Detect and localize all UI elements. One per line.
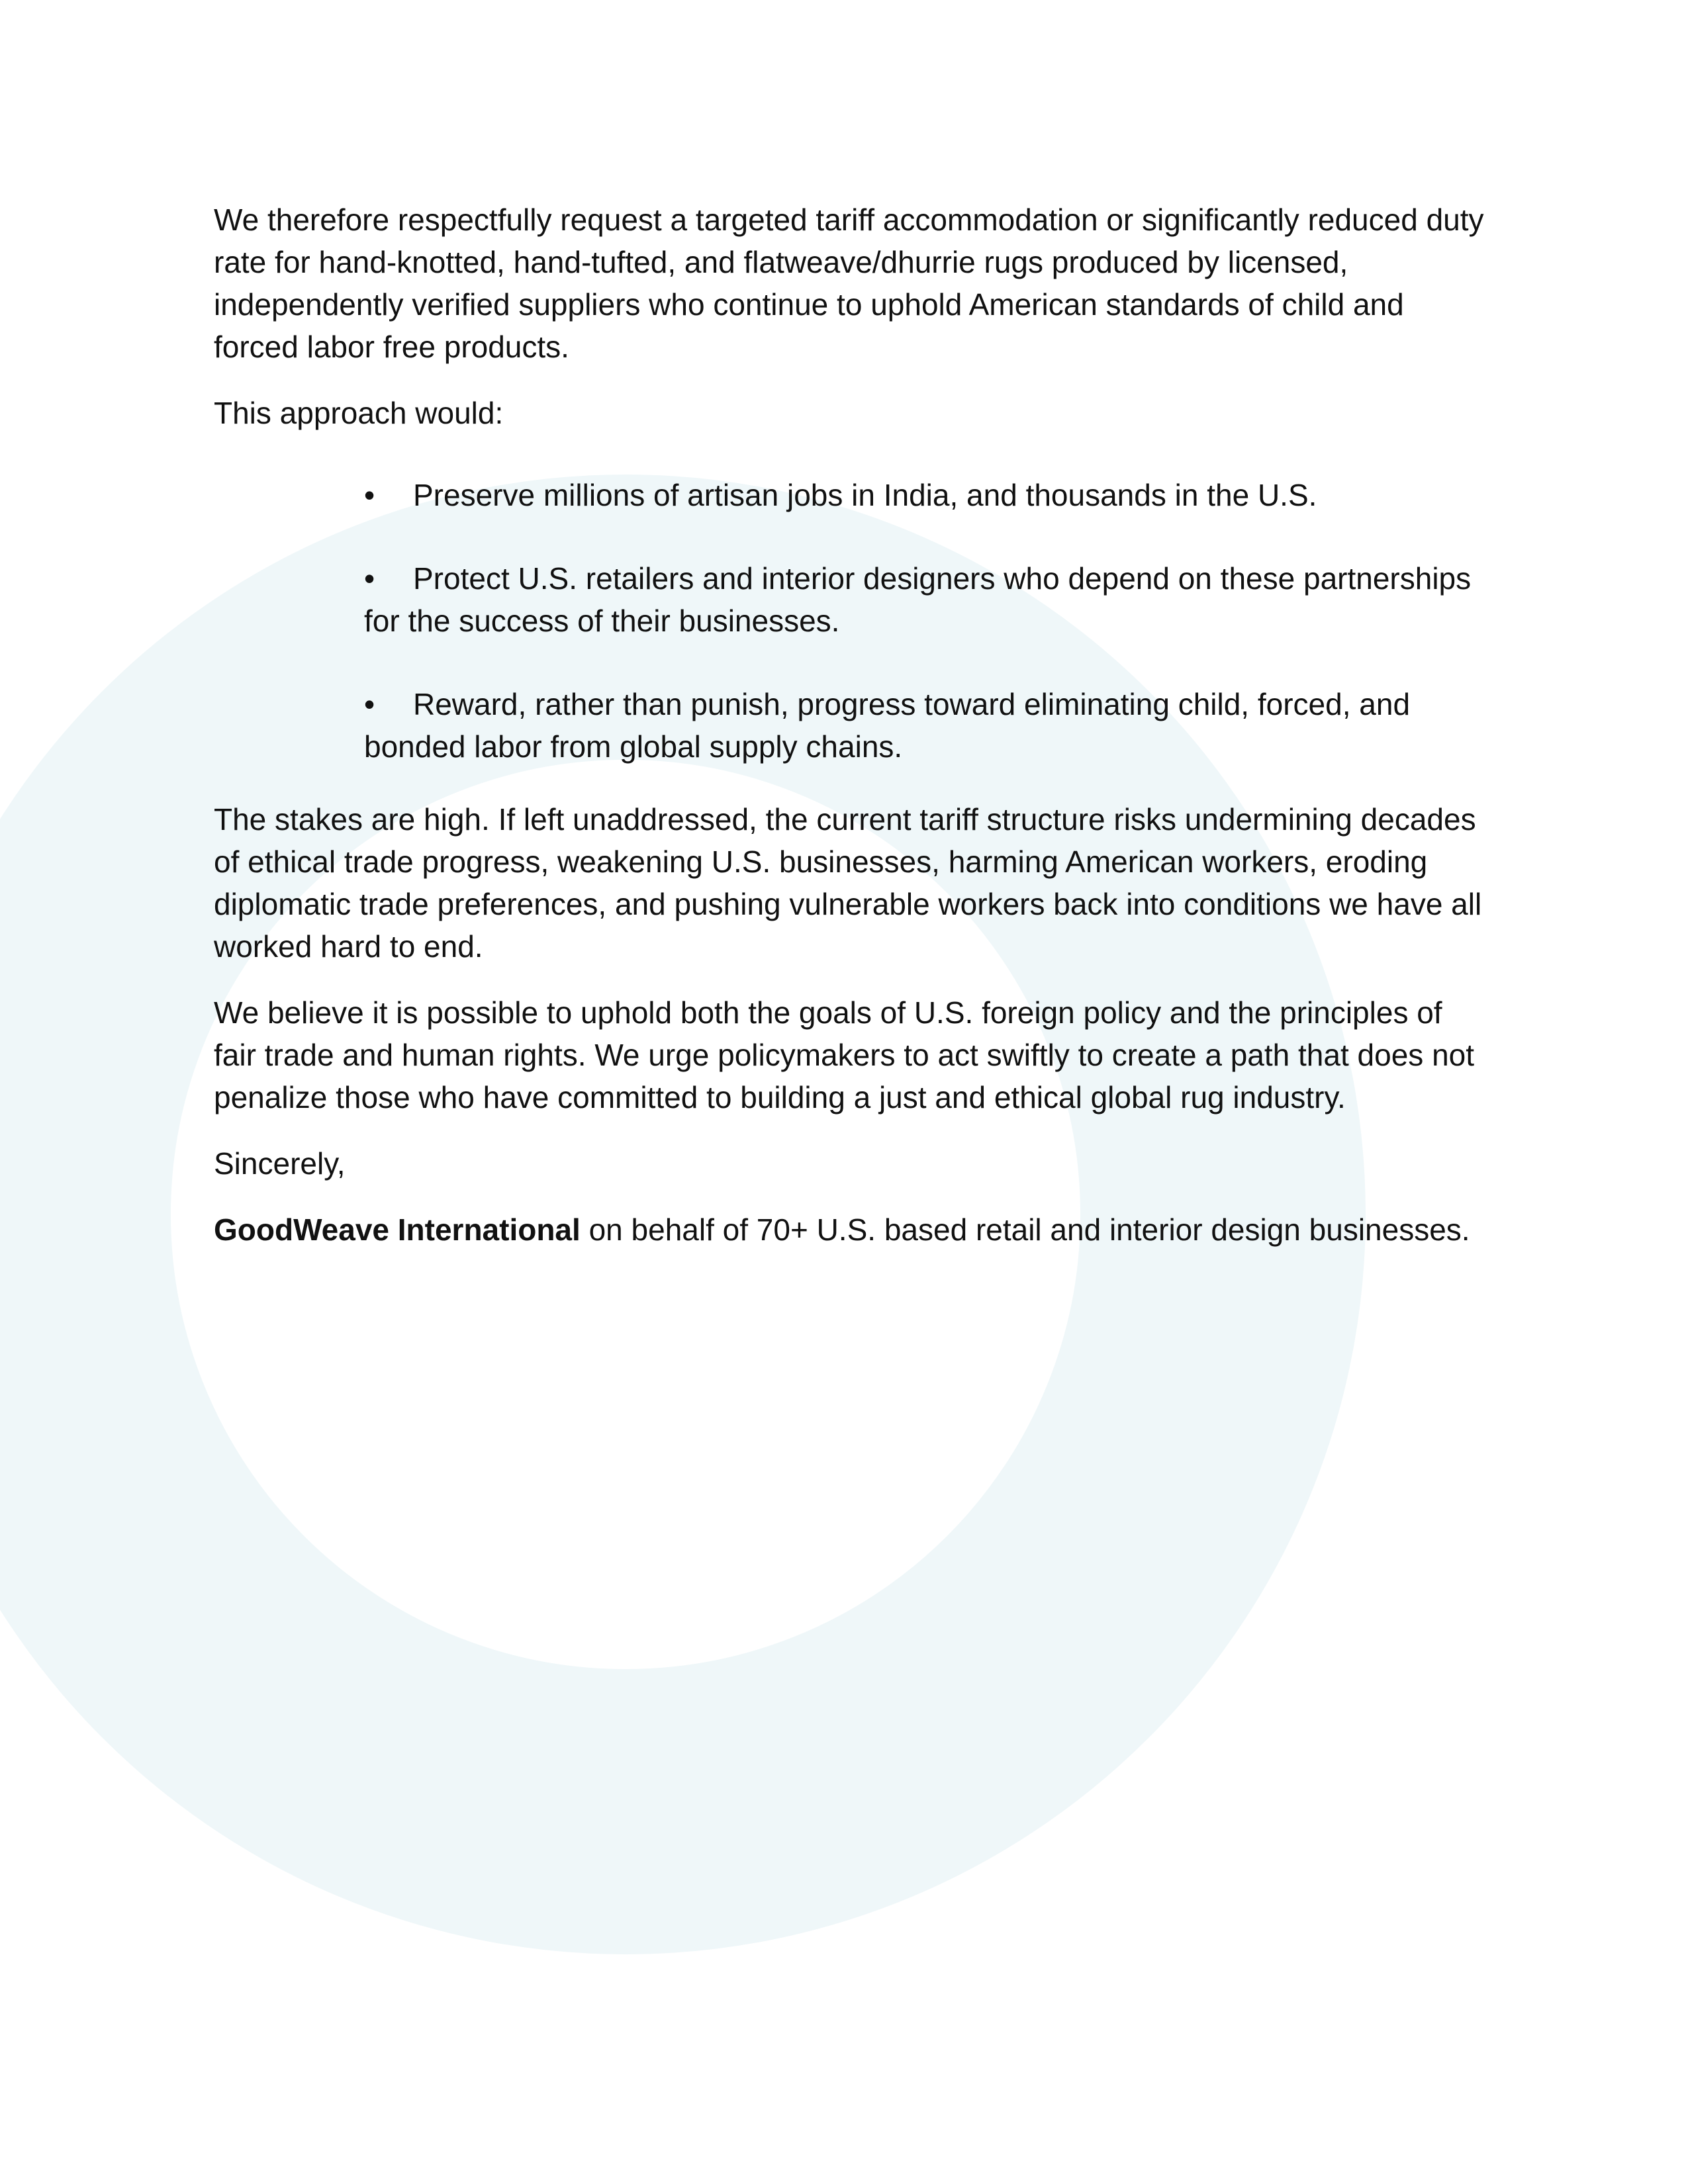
bullet-icon: • [364,687,375,721]
closing-salutation: Sincerely, [214,1146,346,1181]
signature-block [214,1208,1491,1251]
list-item [364,474,1491,516]
bullet-text: Protect U.S. retailers and interior designers who depend on these partnerships for the success of their businesses. [364,561,1472,638]
list-item [364,683,1491,768]
request-paragraph: We therefore respectfully request a targeted tariff accommodation or significantly reduced duty rate for hand-knotted, hand-tufted, and flatweave/dhurrie rugs produced by licensed, independently verified suppliers who continue to uphold American standards of child and forced labor free products. [214,203,1484,364]
approach-bullet-list [214,474,1491,768]
bullet-text: Reward, rather than punish, progress toward eliminating child, forced, and bonded labor from global supply chains. [364,687,1411,764]
letter-body [214,199,1491,1275]
approach-intro: This approach would: [214,396,504,430]
bullet-icon: • [364,561,375,596]
bullet-icon: • [364,478,375,512]
belief-paragraph: We believe it is possible to uphold both the goals of U.S. foreign policy and the principles of fair trade and human rights. We urge policymakers to act swiftly to create a path that does not penalize those who have committed to building a just and ethical global rug industry. [214,995,1475,1115]
bullet-text: Preserve millions of artisan jobs in India, and thousands in the U.S. [413,478,1317,512]
list-item [364,557,1491,642]
stakes-paragraph: The stakes are high. If left unaddressed, the current tariff structure risks undermining decades of ethical trade progress, weakening U.S. businesses, harming American workers, eroding diplomatic trade preferences, and pushing vulnerable workers back into conditions we have all worked hard to end. [214,802,1482,964]
signature-description: on behalf of 70+ U.S. based retail and interior design businesses. [580,1212,1470,1247]
signature-organization: GoodWeave International [214,1212,581,1247]
